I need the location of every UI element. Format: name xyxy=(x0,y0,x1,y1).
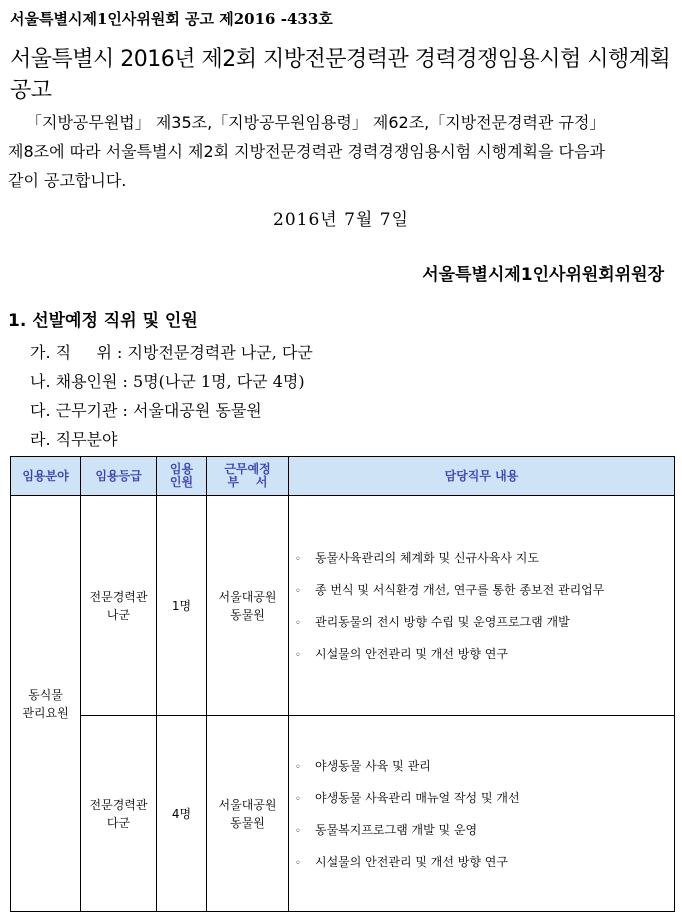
field-cell xyxy=(11,496,81,912)
item-workplace: 다. 근무기관 : 서울대공원 동물원 xyxy=(30,401,262,420)
dept-line2: 동물원 xyxy=(230,607,265,622)
grade-line1: 전문경력관 xyxy=(89,797,148,812)
duty-item xyxy=(295,814,674,846)
header-grade: 임용등급 xyxy=(81,457,157,496)
header-dept-line1: 근무예정 xyxy=(224,462,271,476)
dept-cell xyxy=(207,716,289,912)
bullet-icon: ◦ xyxy=(295,761,301,773)
notice-number: 서울특별시제1인사위원회 공고 제2016 -433호 xyxy=(10,10,333,28)
dept-cell xyxy=(207,496,289,716)
dept-line1: 서울대공원 xyxy=(218,797,277,812)
item-duty-field: 라. 직무분야 xyxy=(30,430,118,449)
duties-cell xyxy=(289,496,675,716)
field-line1: 동식물 xyxy=(28,687,63,702)
dept-line1: 서울대공원 xyxy=(218,589,277,604)
duty-text: 시설물의 안전관리 및 개선 방향 연구 xyxy=(315,854,508,869)
duty-item xyxy=(295,574,674,606)
bullet-icon: ◦ xyxy=(295,649,301,661)
table-header-row xyxy=(11,457,675,496)
bullet-icon: ◦ xyxy=(295,793,301,805)
table-row xyxy=(11,716,675,912)
duty-item xyxy=(295,606,674,638)
bullet-icon: ◦ xyxy=(295,553,301,565)
bullet-icon: ◦ xyxy=(295,617,301,629)
field-line2: 관리요원 xyxy=(22,705,69,720)
duty-item xyxy=(295,750,674,782)
section-items xyxy=(30,338,313,454)
item-headcount: 나. 채용인원 : 5명(나군 1명, 다군 4명) xyxy=(30,372,305,391)
duty-text: 야생동물 사육 및 관리 xyxy=(315,758,431,773)
item-position: 가. 직 위 : 지방전문경력관 나군, 다군 xyxy=(30,343,313,362)
bullet-icon: ◦ xyxy=(295,585,301,597)
intro-line-3: 같이 공고합니다. xyxy=(8,171,127,190)
duty-text: 시설물의 안전관리 및 개선 방향 연구 xyxy=(315,646,508,661)
duty-text: 야생동물 사육관리 매뉴얼 작성 및 개선 xyxy=(315,790,520,805)
grade-cell xyxy=(81,716,157,912)
duty-item xyxy=(295,782,674,814)
duty-text: 동물복지프로그램 개발 및 운영 xyxy=(315,822,478,837)
section-title: 1. 선발예정 직위 및 인원 xyxy=(8,311,198,331)
grade-cell xyxy=(81,496,157,716)
notice-date: 2016년 7월 7일 xyxy=(273,210,409,230)
table-row xyxy=(11,496,675,716)
dept-line2: 동물원 xyxy=(230,815,265,830)
duty-text: 종 번식 및 서식환경 개선, 연구를 통한 종보전 관리업무 xyxy=(315,582,605,597)
intro-paragraph xyxy=(8,108,676,195)
header-count-line1: 임용 xyxy=(169,462,194,476)
bullet-icon: ◦ xyxy=(295,825,301,837)
duty-item xyxy=(295,638,674,670)
duties-cell xyxy=(289,716,675,912)
header-count-line2: 인원 xyxy=(169,475,194,489)
duty-table xyxy=(10,456,675,912)
header-count xyxy=(157,457,207,496)
duty-item xyxy=(295,542,674,574)
signer: 서울특별시제1인사위원회위원장 xyxy=(422,265,664,285)
intro-line-2: 제8조에 따라 서울특별시 제2회 지방전문경력관 경력경쟁임용시험 시행계획을 다음과 xyxy=(8,142,605,161)
duty-text: 동물사육관리의 체계화 및 신규사육사 지도 xyxy=(315,550,539,565)
count-cell: 1명 xyxy=(157,496,207,716)
count-cell: 4명 xyxy=(157,716,207,912)
header-dept-line2: 부 서 xyxy=(227,475,268,489)
grade-line2: 다군 xyxy=(106,815,131,830)
duty-text: 관리동물의 전시 방향 수립 및 운영프로그램 개발 xyxy=(315,614,570,629)
bullet-icon: ◦ xyxy=(295,857,301,869)
header-dept xyxy=(207,457,289,496)
header-duties: 담당직무 내용 xyxy=(289,457,675,496)
header-field: 임용분야 xyxy=(11,457,81,496)
grade-line1: 전문경력관 xyxy=(89,589,148,604)
intro-line-1: 「지방공무원법」 제35조,「지방공무원임용령」 제62조,「지방전문경력관 규정」 xyxy=(26,113,606,132)
notice-title: 서울특별시 2016년 제2회 지방전문경력관 경력경쟁임용시험 시행계획 공고 xyxy=(10,47,671,103)
duty-item xyxy=(295,846,674,878)
grade-line2: 나군 xyxy=(106,607,131,622)
